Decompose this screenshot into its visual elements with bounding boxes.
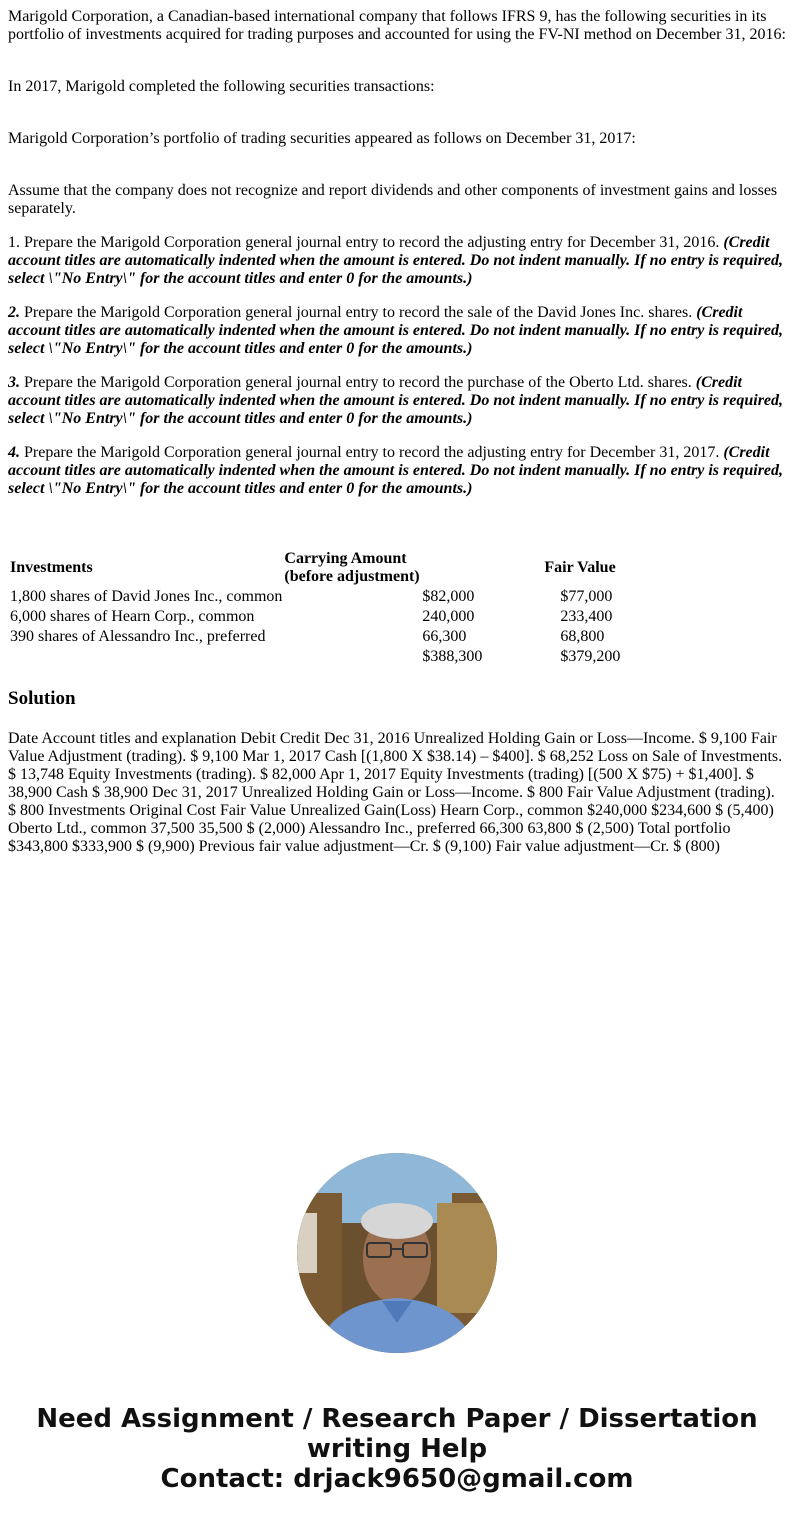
instruction-note: (Credit account titles are automatically indented when the amount is entered. Do not indent manually. If no entry is required, select \"No Entry\" for the account titles and enter 0 for the amounts.): [8, 444, 784, 497]
fair-value: 233,400: [560, 608, 613, 625]
question-3: [8, 374, 786, 428]
investment-name: [10, 648, 282, 666]
footer-line-2: writing Help: [306, 1434, 488, 1464]
author-portrait-image: [297, 1153, 497, 1353]
fair-value: 68,800: [560, 628, 605, 645]
header-investments: Investments: [10, 559, 93, 576]
author-photo: [297, 1153, 497, 1353]
question-2: [8, 304, 786, 358]
solution-text: Date Account titles and explanation Debit Credit Dec 31, 2016 Unrealized Holding Gain or Loss—Income. $ 9,100 Fair Value Adjustment (trading). $ 9,100 Mar 1, 2017 Cash [(1,800 X $38.14) – $400]. $ 68,252 Loss on Sale of Investments. $ 13,748 Equity Investments (trading). $ 82,000 Apr 1, 2017 Equity Investments (trading) [(500 X $75) + $1,400]. $ 38,900 Cash $ 38,900 Dec 31, 2017 Unrealized Holding Gain or Loss—Income. $ 800 Fair Value Adjustment (trading). $ 800 Investments Original Cost Fair Value Unrealized Gain(Loss) Hearn Corp., common $240,000 $234,600 $ (5,400) Oberto Ltd., common 37,500 35,500 $ (2,000) Alessandro Inc., preferred 66,300 63,800 $ (2,500) Total portfolio $343,800 $333,900 $ (9,900) Previous fair value adjustment—Cr. $ (9,100) Fair value adjustment—Cr. $ (800): [8, 730, 783, 855]
header-carrying-amount: [284, 550, 482, 586]
carrying-amount: $82,000: [422, 588, 475, 605]
question-number: 4.: [8, 444, 20, 461]
carrying-amount: 66,300: [422, 628, 467, 645]
instruction-note: (Credit account titles are automatically indented when the amount is entered. Do not indent manually. If no entry is required, select \"No Entry\" for the account titles and enter 0 for the amounts.): [8, 304, 784, 357]
instruction-note: (Credit account titles are automatically indented when the amount is entered. Do not indent manually. If no entry is required, select \"No Entry\" for the account titles and enter 0 for the amounts.): [8, 374, 784, 427]
fair-value: $77,000: [560, 588, 613, 605]
question-1: [8, 234, 786, 288]
footer-contact: Contact: drjack9650@gmail.com: [160, 1464, 634, 1494]
question-text: Prepare the Marigold Corporation general journal entry to record the adjusting entry for December 31, 2016.: [24, 234, 724, 251]
carrying-amount-total: $388,300: [422, 648, 483, 665]
table-total-row: [10, 648, 620, 666]
question-number: 2.: [8, 304, 20, 321]
question-text: Prepare the Marigold Corporation general journal entry to record the adjusting entry for December 31, 2017.: [24, 444, 724, 461]
table-row: [10, 628, 620, 646]
question-text: Prepare the Marigold Corporation general journal entry to record the sale of the David Jones Inc. shares.: [24, 304, 697, 321]
document: [8, 8, 786, 856]
table-row: [10, 588, 620, 606]
question-number: 1.: [8, 234, 20, 251]
table-row: [10, 608, 620, 626]
footer-line-1: Need Assignment / Research Paper / Dissertation: [36, 1404, 758, 1434]
header-fair-value: Fair Value: [544, 559, 616, 576]
investment-name: 1,800 shares of David Jones Inc., common: [10, 588, 283, 605]
fair-value-total: $379,200: [560, 648, 621, 665]
table-header-row: [10, 550, 620, 586]
question-text: Prepare the Marigold Corporation general journal entry to record the purchase of the Oberto Ltd. shares.: [24, 374, 696, 391]
investment-name: 6,000 shares of Hearn Corp., common: [10, 608, 255, 625]
question-number: 3.: [8, 374, 20, 391]
instruction-note: (Credit account titles are automatically indented when the amount is entered. Do not indent manually. If no entry is required, select \"No Entry\" for the account titles and enter 0 for the amounts.): [8, 234, 784, 287]
assumption-paragraph: Assume that the company does not recognize and report dividends and other components of investment gains and losses separately.: [8, 182, 778, 217]
investments-table: [8, 548, 622, 668]
solution-heading: Solution: [8, 688, 76, 709]
intro-paragraph: Marigold Corporation, a Canadian-based international company that follows IFRS 9, has the following securities in its portfolio of investments acquired for trading purposes and accounted for using the FV-NI method on December 31, 2016:: [8, 8, 786, 43]
portfolio-intro: Marigold Corporation’s portfolio of trading securities appeared as follows on December 31, 2017:: [8, 130, 636, 147]
header-carrying-line2: (before adjustment): [284, 568, 420, 585]
carrying-amount: 240,000: [422, 608, 475, 625]
investment-name: 390 shares of Alessandro Inc., preferred: [10, 628, 266, 645]
footer-banner: [0, 1404, 794, 1494]
header-carrying-line1: Carrying Amount: [284, 550, 407, 567]
question-4: [8, 444, 786, 498]
transactions-intro: In 2017, Marigold completed the following securities transactions:: [8, 78, 435, 95]
